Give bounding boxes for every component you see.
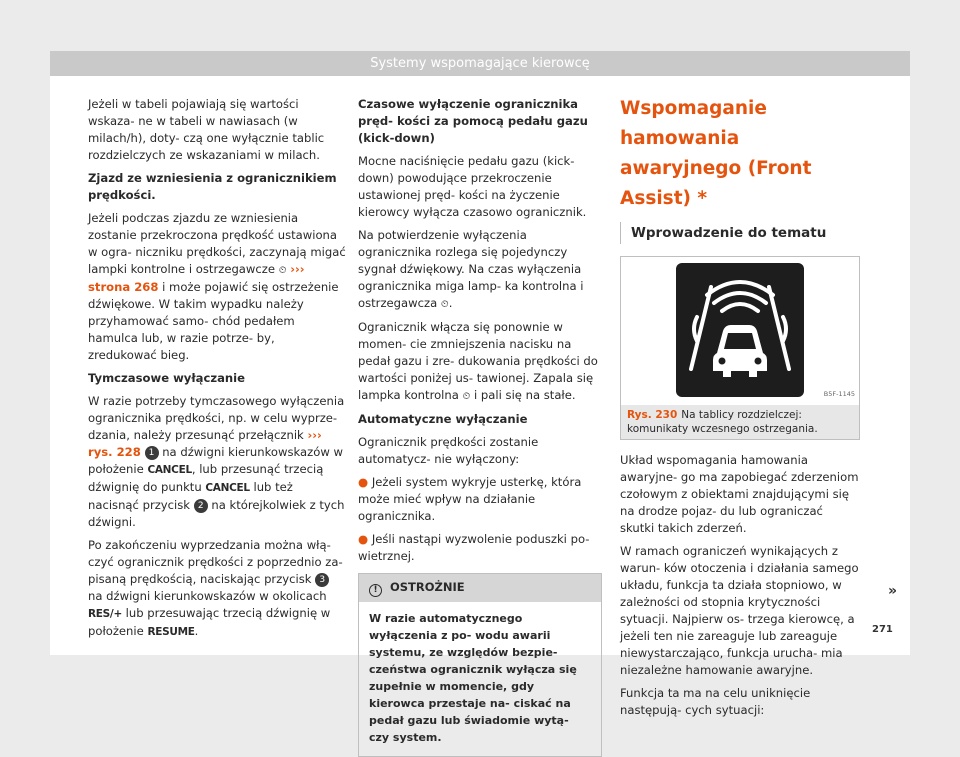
caution-note-header: ! OSTROŻNIE <box>359 574 601 602</box>
callout-number: 1 <box>145 446 159 460</box>
speed-limiter-icon: ⏲ <box>440 299 449 310</box>
column-left <box>88 96 346 647</box>
caution-note <box>358 573 602 757</box>
figure-caption: Rys. 230 Na tablicy rozdzielczej: komunikaty wczesnego ostrzegania. <box>621 405 859 439</box>
continue-marker: » <box>888 583 898 599</box>
section-subtitle: Wprowadzenie do tematu <box>620 222 860 244</box>
paragraph: Funkcja ta ma na celu uniknięcie następują- cych sytuacji: <box>620 686 811 717</box>
warning-icon: ! <box>369 584 382 597</box>
speed-limiter-icon: ⏲ <box>278 265 287 276</box>
figure-tag: B5F-1145 <box>823 390 855 398</box>
figure-reference-link[interactable]: ››› rys. 228 <box>88 428 322 459</box>
page-reference-link[interactable]: ››› strona 268 <box>88 262 305 294</box>
front-assist-warning-icon <box>621 257 859 405</box>
section-title: Wspomaganie hamowania awaryjnego (Front Assist) * <box>620 98 812 209</box>
callout-number: 2 <box>194 499 208 513</box>
page-number: 271 <box>872 624 893 635</box>
heading-kickdown: Czasowe wyłączenie ogranicznika pręd- kości za pomocą pedału gazu (kick-down) <box>358 97 588 145</box>
figure-image <box>621 257 859 405</box>
column-middle <box>358 96 602 757</box>
cancel-symbol: CANCEL <box>147 464 192 476</box>
bullet-icon: ● <box>358 475 369 489</box>
column-right <box>620 96 860 725</box>
list-item: ● Jeżeli system wykryje usterkę, która może mieć wpływ na działanie ogranicznika. <box>358 475 582 523</box>
paragraph: Ogranicznik włącza się ponownie w momen- cie zmniejszenia nacisku na pedał gazu i zre- dukowania prędkości do wartości poniżej us- tawionej. Zapala się lampka kontrolna ⏲ i pali się na stałe. <box>358 319 602 405</box>
heading-downhill: Zjazd ze wzniesienia z ogranicznikiem prędkości. <box>88 171 337 202</box>
page-header-title: Systemy wspomagające kierowcę <box>370 56 590 71</box>
paragraph: Po zakończeniu wyprzedzania można włą- czyć ogranicznik prędkości z poprzednio za- pisaną prędkością, naciskając przycisk 3 na dźwigni kierunkowskazów w okolicach RES/+ lub przesuwając trzecią dźwignię w położenie RESUME. <box>88 538 343 638</box>
paragraph: Na potwierdzenie wyłączenia ogranicznika rozlega się pojedynczy sygnał dźwiękowy. Na czas wyłączenia ogranicznika miga lamp- ka kontrolna i ostrzegawcza ⏲. <box>358 227 602 313</box>
paragraph: Jeżeli w tabeli pojawiają się wartości wskaza- ne w tabeli w nawiasach (w milach/h), doty- czą one wyłącznie tablic rozdzielczych ze wskazaniami w milach. <box>88 97 325 162</box>
paragraph: Ogranicznik prędkości zostanie automatycz- nie wyłączony: <box>358 435 539 466</box>
figure <box>620 256 860 440</box>
callout-number: 3 <box>315 573 329 587</box>
resume-symbol: RESUME <box>147 626 195 638</box>
caution-note-body: W razie automatycznego wyłączenia z po- wodu awarii systemu, ze względów bezpie- czeństwa ogranicznik wyłącza się zupełnie w momencie, gdy kierowca przestaje na- ciskać na pedał gazu lub świadomie wytą- czy system. <box>369 612 577 744</box>
cancel-symbol: CANCEL <box>205 482 250 494</box>
heading-temporary-off: Tymczasowe wyłączanie <box>88 371 246 385</box>
paragraph: Jeżeli podczas zjazdu ze wzniesienia zostanie przekroczona prędkość ustawiona w ogra- niczniku prędkości, zaczynają migać lampki kontrolne i ostrzegawcze ⏲ ››› strona 268 i może pojawić się ostrzeżenie dźwiękowe. W takim wypadku należy przyhamować samo- chód pedałem hamulca lub, w razie potrze- by, zredukować bieg. <box>88 211 346 362</box>
paragraph: W ramach ograniczeń wynikających z warun- ków otoczenia i działania samego układu, funkcja ta działa stopniowo, w zależności od stopnia krytyczności sytuacji. Najpierw os- trzega kierowcę, a jeżeli ten nie zareaguje lub zareaguje niewystarczająco, funkcja urucha- mia niezależne hamowanie awaryjne. <box>620 544 859 677</box>
paragraph: Układ wspomagania hamowania awaryjne- go ma zapobiegać zderzeniom czołowym z obiektami znajdującymi się na drodze pojaz- du lub ograniczać skutki takich zderzeń. <box>620 453 859 535</box>
speed-limiter-icon: ⏲ <box>462 391 471 402</box>
figure-number: Rys. 230 <box>627 409 678 421</box>
res-plus-symbol: RES/+ <box>88 608 122 620</box>
list-item: ● Jeśli nastąpi wyzwolenie poduszki po- wietrznej. <box>358 532 590 563</box>
paragraph: Mocne naciśnięcie pedału gazu (kick-down) powodujące przekroczenie ustawionej pręd- kości na życzenie kierowcy wyłącza czasowo ogranicznik. <box>358 154 587 219</box>
heading-auto-off: Automatyczne wyłączanie <box>358 412 528 426</box>
bullet-icon: ● <box>358 532 369 546</box>
paragraph: W razie potrzeby tymczasowego wyłączenia ogranicznika prędkości, np. w celu wyprze- dzania, należy przesunąć przełącznik ››› rys. 228 1 na dźwigni kierunkowskazów w położenie CANCEL, lub przesunąć trzecią dźwignię do punktu CANCEL lub też nacisnąć przycisk 2 na którejkolwiek z tych dźwigni. <box>88 394 345 529</box>
